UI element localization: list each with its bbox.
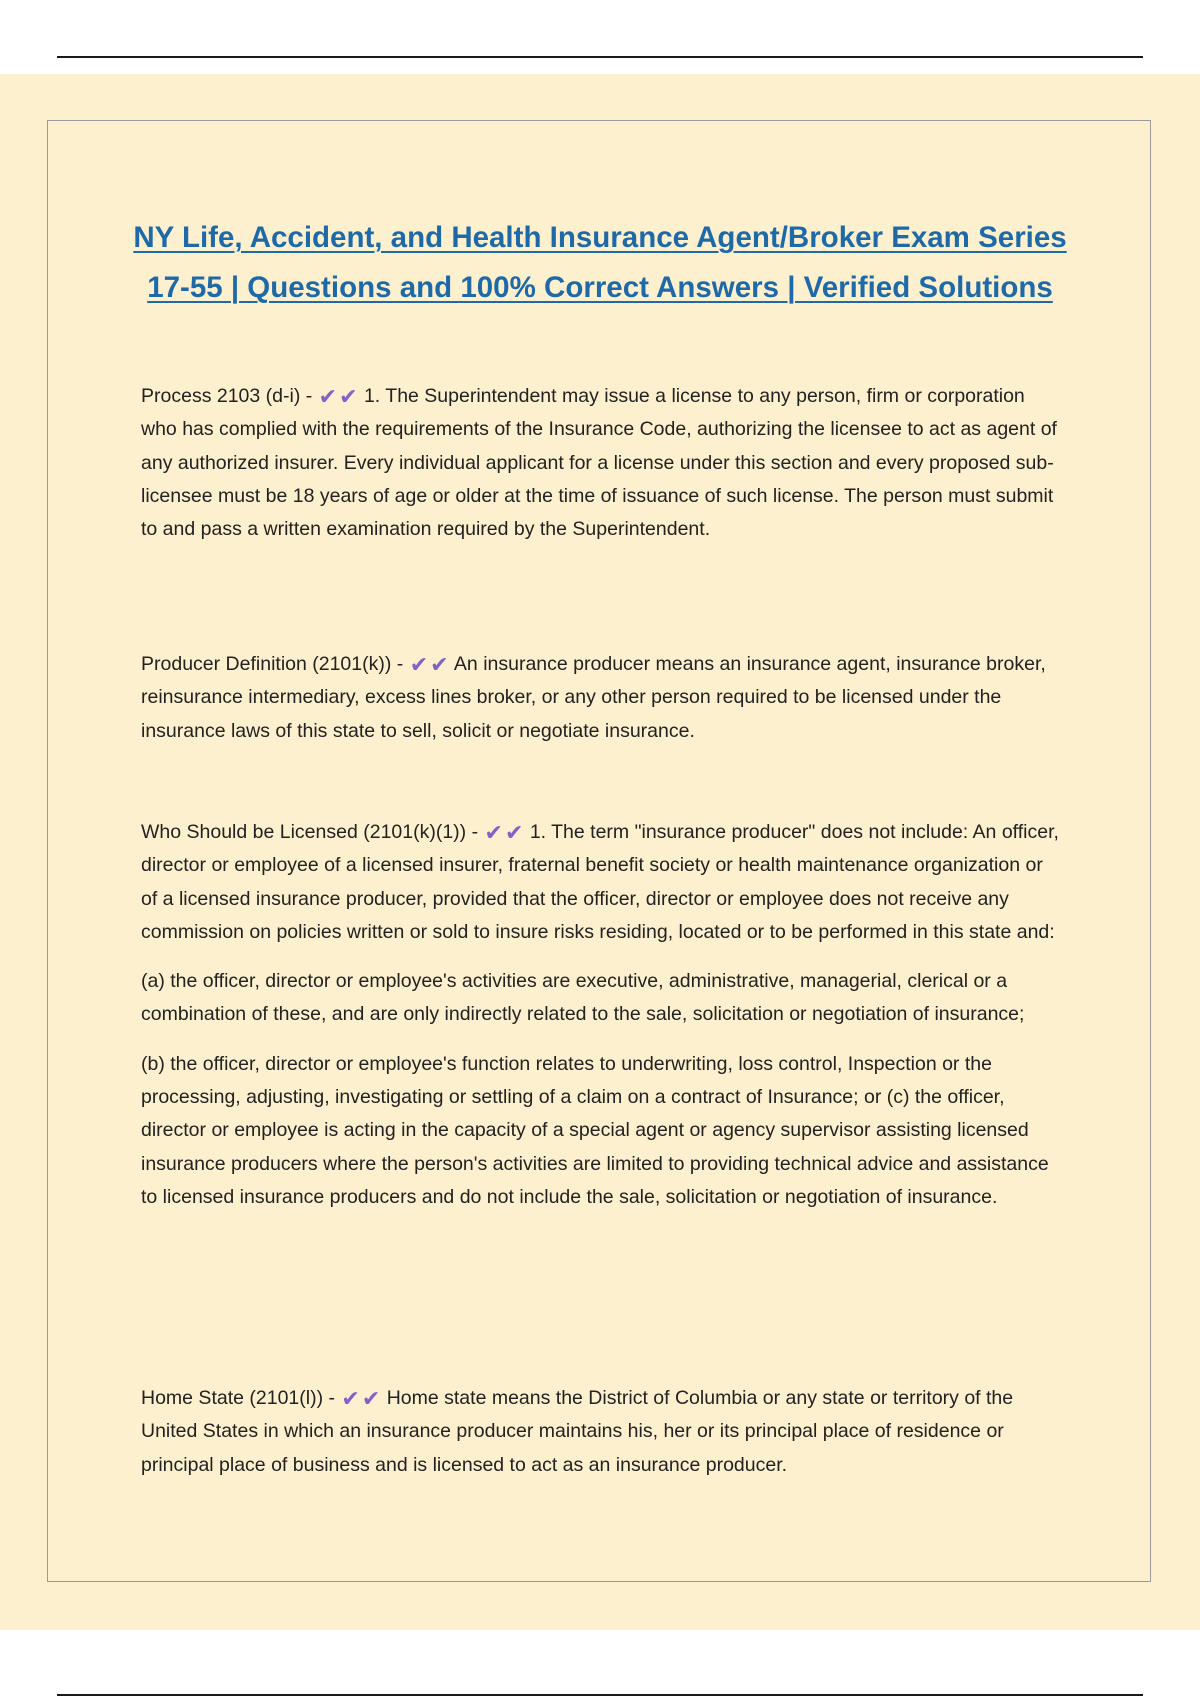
qa-item-who-should-be-licensed bbox=[141, 816, 1061, 1230]
qa-term: Who Should be Licensed (2101(k)(1)) - bbox=[141, 821, 479, 843]
qa-answer: Home state means the District of Columbia or any state or territory of the United States in which an insurance producer maintains his, her or its principal place of residence or principal place of business and is licensed to act as an insurance producer. bbox=[141, 1387, 1014, 1476]
check-icon: ✔ bbox=[504, 820, 524, 845]
qa-subclause-a: (a) the officer, director or employee's activities are executive, administrative, managerial, clerical or a combination of these, and are only indirectly related to the sale, solicitation or negotiation of insurance; bbox=[141, 970, 1025, 1026]
qa-term: Producer Definition (2101(k)) - bbox=[141, 653, 404, 675]
bottom-rule bbox=[57, 1694, 1143, 1696]
check-icon: ✔ bbox=[409, 652, 429, 677]
qa-item-process-2103 bbox=[141, 380, 1061, 562]
qa-answer: An insurance producer means an insurance agent, insurance broker, reinsurance intermediary, excess lines broker, or any other person required to be licensed under the insurance laws of this state to sell, solicit or negotiate insurance. bbox=[141, 653, 1046, 742]
check-icon: ✔ bbox=[361, 1386, 381, 1411]
check-icon: ✔ bbox=[339, 384, 358, 409]
qa-item-home-state bbox=[141, 1382, 1061, 1498]
qa-paragraph bbox=[141, 648, 1061, 748]
check-icon: ✔ bbox=[430, 652, 449, 677]
qa-term: Process 2103 (d-i) - bbox=[141, 385, 313, 407]
qa-subclause-b: (b) the officer, director or employee's function relates to underwriting, loss control, Inspection or the processing, adjusting, investigating or settling of a claim on a contract of Insurance; or (c) the officer, director or employee is acting in the capacity of a special agent or agency supervisor assisting licensed insurance producers where the person's activities are limited to providing technical advice and assistance to licensed insurance producers and do not include the sale, solicitation or negotiation of insurance. bbox=[141, 1052, 1049, 1208]
qa-answer: 1. The term "insurance producer" does not include: An officer, director or employee of a licensed insurer, fraternal benefit society or health maintenance organization or of a licensed insurance producer, provided that the officer, director or employee does not receive any commission on policies written or sold to insure risks residing, located or to be performed in this state and: bbox=[141, 821, 1059, 943]
qa-term: Home State (2101(l)) - bbox=[141, 1387, 335, 1409]
qa-paragraph bbox=[141, 1382, 1061, 1482]
qa-paragraph bbox=[141, 380, 1061, 546]
check-icon: ✔ bbox=[484, 820, 503, 845]
document-title: NY Life, Accident, and Health Insurance Agent/Broker Exam Series 17-55 | Questions and 100% Correct Answers | Verified Solutions bbox=[133, 221, 1067, 304]
qa-answer: 1. The Superintendent may issue a license to any person, firm or corporation who has complied with the requirements of the Insurance Code, authorizing the licensee to act as agent of any authorized insurer. Every individual applicant for a license under this section and every proposed sub-licensee must be 18 years of age or older at the time of issuance of such license. The person must submit to and pass a written examination required by the Superintendent. bbox=[141, 385, 1057, 541]
top-rule bbox=[57, 56, 1143, 58]
check-icon: ✔ bbox=[318, 384, 338, 409]
qa-paragraph bbox=[141, 816, 1061, 949]
qa-item-producer-definition bbox=[141, 648, 1061, 764]
check-icon: ✔ bbox=[341, 1386, 360, 1411]
